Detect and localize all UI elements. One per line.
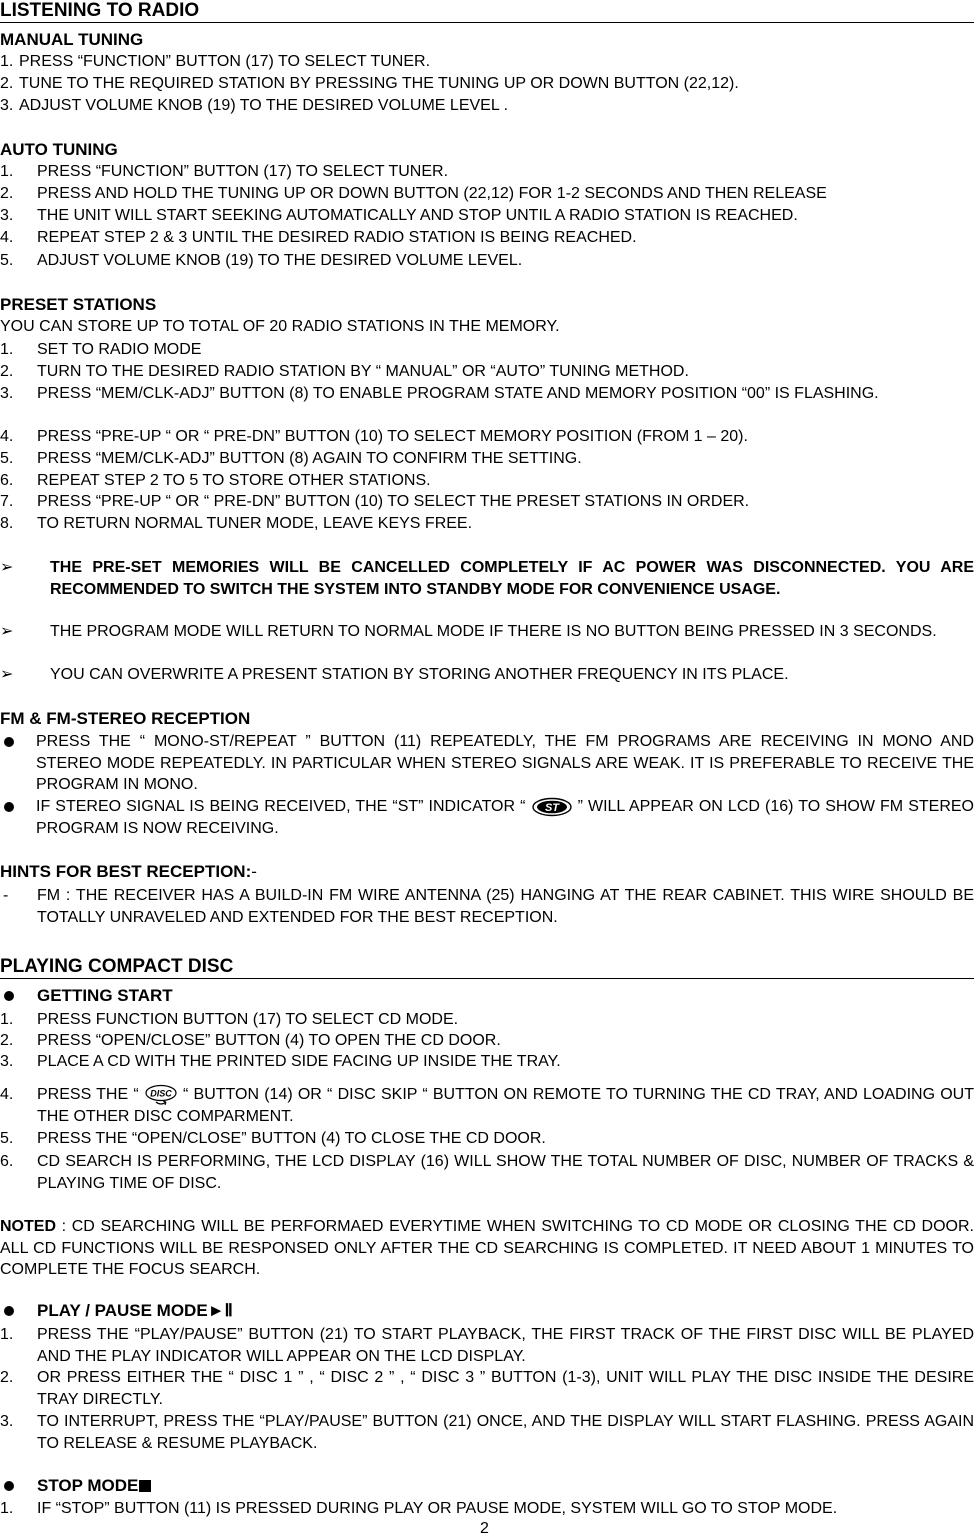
item-text: TURN TO THE DESIRED RADIO STATION BY “ MANUAL” OR “AUTO” TUNING METHOD. [37,363,689,380]
item-number: 1. [0,1500,14,1517]
item-text: PLACE A CD WITH THE PRINTED SIDE FACING UP INSIDE THE TRAY. [37,1053,561,1070]
item-number: 1. [0,53,14,70]
bullet-icon [4,991,14,1001]
heading-manual-tuning: MANUAL TUNING [0,30,144,49]
item-number: 2. [0,1032,14,1049]
bullet-icon [4,737,14,747]
item-number: 2. [0,1369,14,1386]
item-text: REPEAT STEP 2 TO 5 TO STORE OTHER STATIONS. [37,472,431,489]
item-text-pre: PRESS THE “ [37,1086,139,1104]
item-text: PRESS “OPEN/CLOSE” BUTTON (4) TO OPEN THE CD DOOR. [37,1032,501,1049]
item-number: 4. [0,1086,14,1103]
item-number: 2. [0,75,14,92]
item-number: 1. [0,1326,14,1343]
item-text: PRESS AND HOLD THE TUNING UP OR DOWN BUTTON (22,12) FOR 1-2 SECONDS AND THEN RELEASE [37,185,827,202]
item-text: PRESS “PRE-UP “ OR “ PRE-DN” BUTTON (10) TO SELECT THE PRESET STATIONS IN ORDER. [37,493,750,510]
item-number: 5. [0,450,14,467]
bullet-text-post: ” WILL APPEAR ON LCD (16) TO SHOW FM STEREO PROGRAM IS NOW RECEIVING. [36,798,974,837]
page-number: 2 [480,1520,489,1537]
item-number: 5. [0,1130,14,1147]
heading-hints [0,862,257,882]
item-text: PRESS THE “PLAY/PAUSE” BUTTON (21) TO START PLAYBACK, THE FIRST TRACK OF THE FIRST DISC WILL BE PLAYED AND THE PLAY INDICATOR WILL APPEAR ON THE LCD DISPLAY. [37,1326,974,1365]
item-text: REPEAT STEP 2 & 3 UNTIL THE DESIRED RADIO STATION IS BEING REACHED. [37,229,637,246]
bullet-text: PRESS THE “ MONO-ST/REPEAT ” BUTTON (11) REPEATEDLY, THE FM PROGRAMS ARE RECEIVING IN MONO AND STEREO MODE REPEATEDLY. IN PARTICULAR WHEN STEREO SIGNALS ARE WEAK. IT IS PREFERABLE TO RECEIVE THE PROGRAM IN MONO. [36,733,974,794]
item-number: 6. [0,1153,14,1170]
item-number: 8. [0,515,14,532]
item-text: TO INTERRUPT, PRESS THE “PLAY/PAUSE” BUTTON (21) ONCE, AND THE DISPLAY WILL START FLASHING. PRESS AGAIN TO RELEASE & RESUME PLAYBACK. [37,1413,974,1452]
item-number: 3. [0,385,14,402]
arrow-bullet-icon: ➢ [0,559,14,576]
item-text: ADJUST VOLUME KNOB (19) TO THE DESIRED VOLUME LEVEL. [37,252,523,269]
item-text: PRESS “MEM/CLK-ADJ” BUTTON (8) TO ENABLE PROGRAM STATE AND MEMORY POSITION “00” IS FLASHING. [37,385,879,402]
note-text: THE PROGRAM MODE WILL RETURN TO NORMAL MODE IF THERE IS NO BUTTON BEING PRESSED IN 3 SECONDS. [50,623,937,640]
heading-auto-tuning: AUTO TUNING [0,140,118,159]
heading-preset-stations: PRESET STATIONS [0,295,157,314]
item-text-post: “ BUTTON (14) OR “ DISC SKIP “ BUTTON ON REMOTE TO TURNING THE CD TRAY, AND LOADING OUT THE OTHER DISC COMPARMENT. [37,1086,974,1125]
item-number: 4. [0,229,14,246]
disc-skip-icon [144,1084,178,1106]
play-pause-title [37,1301,233,1321]
svg-text:DISC: DISC [150,1088,172,1099]
preset-intro: YOU CAN STORE UP TO TOTAL OF 20 RADIO STATIONS IN THE MEMORY. [0,318,560,335]
section-title-cd: PLAYING COMPACT DISC [0,956,974,979]
bullet-icon [4,1481,14,1491]
hints-title: HINTS FOR BEST RECEPTION: [0,862,252,881]
item-number: 3. [0,1053,14,1070]
item-number: 7. [0,493,14,510]
item-text: PRESS “MEM/CLK-ADJ” BUTTON (8) AGAIN TO CONFIRM THE SETTING. [37,450,582,467]
noted-label: NOTED [0,1218,56,1235]
item-number: 4. [0,428,14,445]
hint-text: FM : THE RECEIVER HAS A BUILD-IN FM WIRE ANTENNA (25) HANGING AT THE REAR CABINET. THIS WIRE SHOULD BE TOTALLY UNRAVELED AND EXTENDED FOR THE BEST RECEPTION. [37,887,974,926]
item-text: CD SEARCH IS PERFORMING, THE LCD DISPLAY (16) WILL SHOW THE TOTAL NUMBER OF DISC, NUMBER OF TRACKS & PLAYING TIME OF DISC. [37,1153,974,1192]
bullet-text-pre: IF STEREO SIGNAL IS BEING RECEIVED, THE “ST” INDICATOR “ [36,798,526,815]
item-number: 3. [0,1413,14,1430]
note-text: YOU CAN OVERWRITE A PRESENT STATION BY STORING ANOTHER FREQUENCY IN ITS PLACE. [50,666,789,683]
bullet-icon [4,1306,14,1316]
item-text: SET TO RADIO MODE [37,341,202,358]
stop-icon [139,1480,151,1492]
svg-text:ST: ST [544,801,559,814]
stereo-indicator-icon [531,797,573,817]
play-pause-icon: ►Ⅱ [207,1301,233,1320]
item-number: 2. [0,185,14,202]
play-pause-title-text: PLAY / PAUSE MODE [37,1301,208,1320]
item-number: 6. [0,472,14,489]
item-number: 5. [0,252,14,269]
item-text: PRESS THE “OPEN/CLOSE” BUTTON (4) TO CLOSE THE CD DOOR. [37,1130,546,1147]
arrow-bullet-icon: ➢ [0,666,14,683]
item-text: IF “STOP” BUTTON (11) IS PRESSED DURING PLAY OR PAUSE MODE, SYSTEM WILL GO TO STOP MODE. [37,1500,838,1517]
item-number: 3. [0,97,14,114]
heading-fm-reception: FM & FM-STEREO RECEPTION [0,709,251,728]
getting-start-title: GETTING START [37,986,173,1005]
noted-body: : CD SEARCHING WILL BE PERFORMAED EVERYTIME WHEN SWITCHING TO CD MODE OR CLOSING THE CD DOOR. ALL CD FUNCTIONS WILL BE RESPONSED ONLY AFTER THE CD SEARCHING IS COMPLETED. IT NEED ABOUT 1 MINUTES TO COMPLETE THE FOCUS SEARCH. [0,1218,974,1279]
noted-text [0,1216,974,1281]
item-text: PRESS “FUNCTION” BUTTON (17) TO SELECT TUNER. [37,163,449,180]
item-text: THE UNIT WILL START SEEKING AUTOMATICALLY AND STOP UNTIL A RADIO STATION IS REACHED. [37,207,798,224]
arrow-bullet-icon: ➢ [0,623,14,640]
hints-title-suffix: - [251,862,257,881]
item-text: PRESS “FUNCTION” BUTTON (17) TO SELECT TUNER. [19,53,431,70]
bullet-icon [4,802,14,812]
item-number: 3. [0,207,14,224]
item-text [37,1084,974,1128]
section-title-radio: LISTENING TO RADIO [0,0,974,23]
item-number: 1. [0,163,14,180]
note-text: THE PRE-SET MEMORIES WILL BE CANCELLED COMPLETELY IF AC POWER WAS DISCONNECTED. YOU ARE RECOMMENDED TO SWITCH THE SYSTEM INTO STANDBY MODE FOR CONVENIENCE USAGE. [50,559,974,598]
item-text: TUNE TO THE REQUIRED STATION BY PRESSING THE TUNING UP OR DOWN BUTTON (22,12). [19,75,739,92]
item-text: PRESS “PRE-UP “ OR “ PRE-DN” BUTTON (10) TO SELECT MEMORY POSITION (FROM 1 – 20). [37,428,748,445]
stop-mode-title-text: STOP MODE [37,1476,139,1495]
dash-mark: - [3,887,9,904]
item-number: 1. [0,341,14,358]
bullet-text [36,796,974,839]
item-number: 1. [0,1011,14,1028]
item-text: PRESS FUNCTION BUTTON (17) TO SELECT CD MODE. [37,1011,459,1028]
stop-mode-title [37,1476,151,1496]
item-number: 2. [0,363,14,380]
item-text: TO RETURN NORMAL TUNER MODE, LEAVE KEYS FREE. [37,515,473,532]
item-text: OR PRESS EITHER THE “ DISC 1 ” , “ DISC 2 ” , “ DISC 3 ” BUTTON (1-3), UNIT WILL PLAY THE DISC INSIDE THE DESIRE TRAY DIRECTLY. [37,1369,974,1408]
item-text: ADJUST VOLUME KNOB (19) TO THE DESIRED VOLUME LEVEL . [19,97,509,114]
